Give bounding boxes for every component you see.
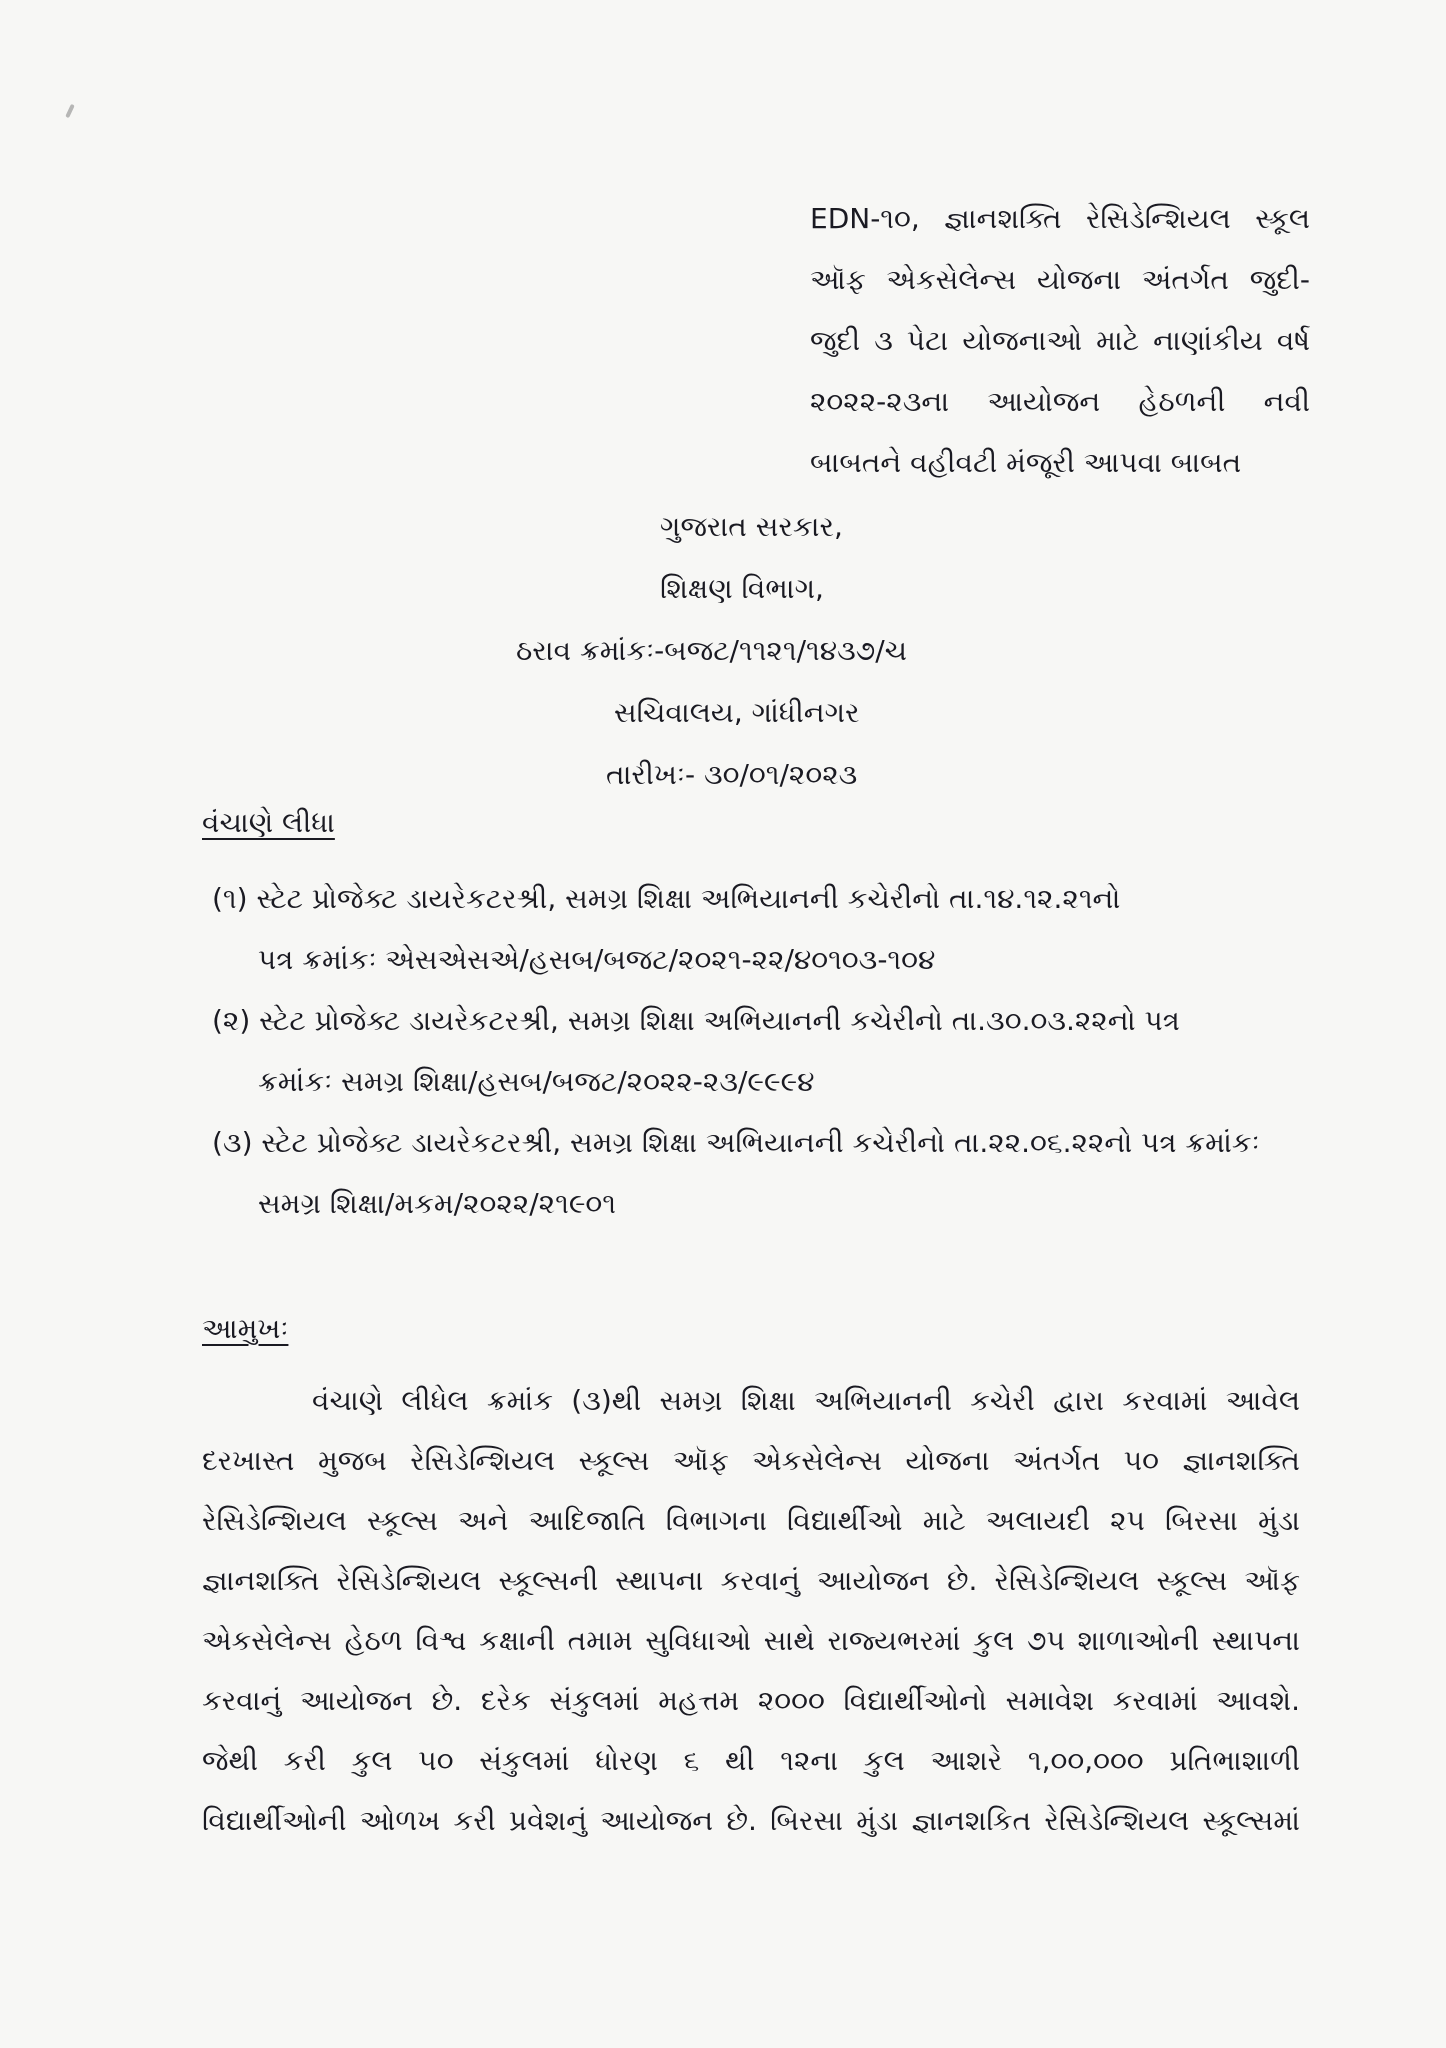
subject-line: બાબતને વહીવટી મંજૂરી આપવા બાબત (810, 446, 1242, 479)
paragraph-line: વિદ્યાર્થીઓની ઓળખ કરી પ્રવેશનું આયોજન છે. બિરસા મુંડા જ્ઞાનશકિત રેસિડેન્શિયલ સ્કૂલ્સમાં (202, 1804, 1300, 1837)
paragraph-line: કરવાનું આયોજન છે. દરેક સંકુલમાં મહત્તમ ૨૦૦૦ વિદ્યાર્થીઓનો સમાવેશ કરવામાં આવશે. (202, 1684, 1300, 1717)
subject-line: જુદી ૩ પેટા યોજનાઓ માટે નાણાંકીય વર્ષ (810, 324, 1310, 357)
reference-line: (૨) સ્ટેટ પ્રોજેક્ટ ડાયરેકટરશ્રી, સમગ્ર શિક્ષા અભિયાનની કચેરીનો તા.૩૦.૦૩.૨૨નો પત્ર (212, 1004, 1180, 1037)
subject-line: ઑફ એકસેલેન્સ યોજના અંતર્ગત જુદી- (810, 263, 1310, 296)
read-section-title: વંચાણે લીધા (202, 806, 335, 839)
read-references (212, 868, 1332, 1234)
reference-line: (૧) સ્ટેટ પ્રોજેક્ટ ડાયરેકટરશ્રી, સમગ્ર શિક્ષા અભિયાનની કચેરીનો તા.૧૪.૧૨.૨૧નો (212, 882, 1121, 915)
paragraph-line: રેસિડેન્શિયલ સ્કૂલ્સ અને આદિજાતિ વિભાગના વિદ્યાર્થીઓ માટે અલાયદી ૨૫ બિરસા મુંડા (202, 1504, 1300, 1537)
reference-line: પત્ર ક્રમાંકઃ એસએસએ/હસબ/બજટ/૨૦૨૧-૨૨/૪૦૧૦૩-૧૦૪ (258, 943, 936, 976)
preamble-title: આમુખઃ (202, 1312, 289, 1345)
subject-line: ૨૦૨૨-૨૩ના આયોજન હેઠળની નવી (810, 385, 1310, 418)
resolution-date: તારીખઃ- ૩૦/૦૧/૨૦૨૩ (606, 758, 858, 791)
resolution-number: ઠરાવ ક્રમાંકઃ-બજટ/૧૧૨૧/૧૪૩૭/ચ (516, 634, 908, 667)
paragraph-line: વંચાણે લીધેલ ક્રમાંક (૩)થી સમગ્ર શિક્ષા અભિયાનની કચેરી દ્વારા કરવામાં આવેલ (312, 1384, 1300, 1417)
paragraph-line: જ્ઞાનશક્તિ રેસિડેન્શિયલ સ્કૂલ્સની સ્થાપના કરવાનું આયોજન છે. રેસિડેન્શિયલ સ્કૂલ્સ ઑફ (202, 1564, 1300, 1597)
department-name: શિક્ષણ વિભાગ, (660, 572, 824, 605)
place: સચિવાલય, ગાંધીનગર (614, 696, 860, 729)
scan-speck (65, 104, 75, 118)
government-name: ગુજરાત સરકાર, (660, 510, 843, 543)
preamble-paragraph (202, 1371, 1300, 1851)
paragraph-line: જેથી કરી કુલ ૫૦ સંકુલમાં ધોરણ ૬ થી ૧૨ના કુલ આશરે ૧,૦૦,૦૦૦ પ્રતિભાશાળી (202, 1744, 1300, 1777)
reference-line: ક્રમાંકઃ સમગ્ર શિક્ષા/હસબ/બજટ/૨૦૨૨-૨૩/૯૯૯૪ (258, 1065, 815, 1098)
paragraph-line: દરખાસ્ત મુજબ રેસિડેન્શિયલ સ્કૂલ્સ ઑફ એકસેલેન્સ યોજના અંતર્ગત ૫૦ જ્ઞાનશક્તિ (202, 1444, 1300, 1477)
reference-line: સમગ્ર શિક્ષા/મકમ/૨૦૨૨/૨૧૯૦૧ (258, 1187, 616, 1220)
subject-block (810, 188, 1310, 493)
subject-line: EDN-૧૦, જ્ઞાનશક્તિ રેસિડેન્શિયલ સ્કૂલ (810, 202, 1310, 235)
reference-line: (૩) સ્ટેટ પ્રોજેક્ટ ડાયરેકટરશ્રી, સમગ્ર શિક્ષા અભિયાનની કચેરીનો તા.૨૨.૦૬.૨૨નો પત્ર ક્રમાંકઃ (212, 1126, 1260, 1159)
paragraph-line: એકસેલેન્સ હેઠળ વિશ્વ કક્ષાની તમામ સુવિધાઓ સાથે રાજ્યભરમાં કુલ ૭૫ શાળાઓની સ્થાપના (202, 1624, 1300, 1657)
